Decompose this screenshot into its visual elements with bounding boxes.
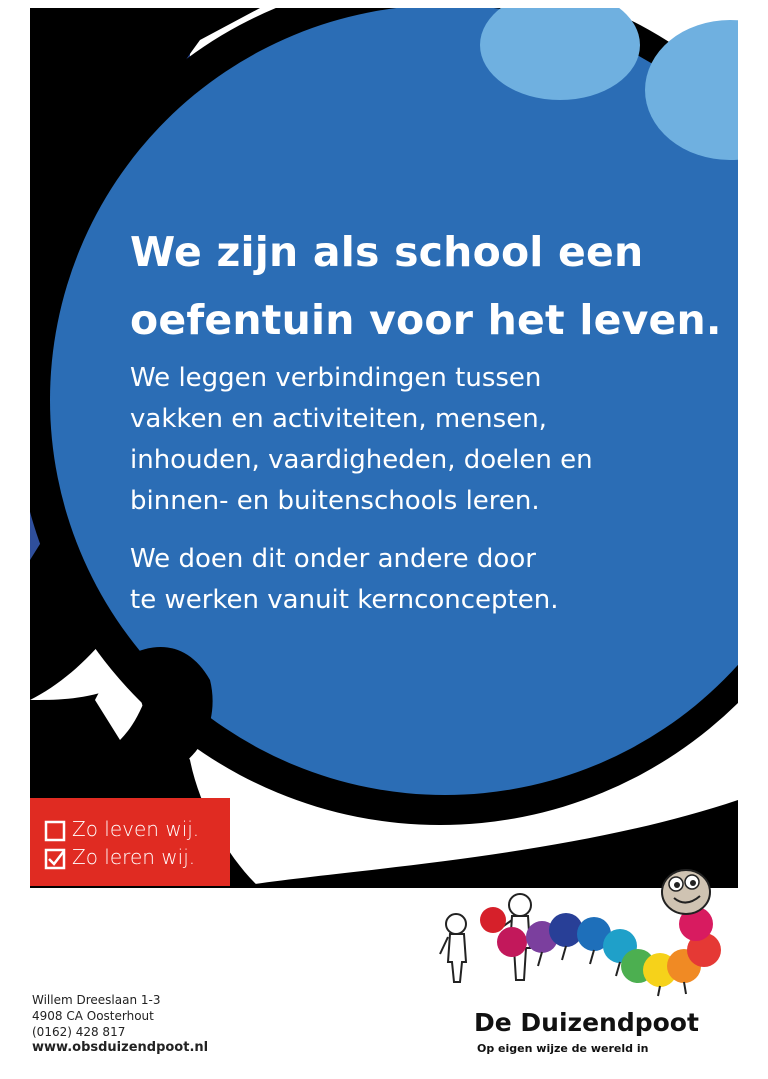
paragraph-1-line-2: vakken en activiteiten, mensen, [130, 404, 547, 434]
paragraph-1-line-1: We leggen verbindingen tussen [130, 363, 542, 393]
motto-item-2-text: Zo leren wij. [72, 845, 196, 869]
paragraph-1-line-4: binnen- en buitenschools leren. [130, 486, 540, 516]
headline [130, 218, 750, 354]
caterpillar-mascot [438, 862, 738, 1002]
paragraph-2-line-1: We doen dit onder andere door [130, 544, 536, 574]
school-address [32, 992, 208, 1056]
paragraph-2-line-2: te werken vanuit kernconcepten. [130, 585, 559, 615]
empty-checkbox-icon [44, 820, 66, 842]
headline-line-2: oefentuin voor het leven. [130, 296, 722, 344]
headline-line-1: We zijn als school een [130, 228, 644, 276]
paragraph-connections [130, 358, 710, 522]
paragraph-core-concepts [130, 539, 710, 621]
brand-tagline: Op eigen wijze de wereld in [477, 1042, 649, 1055]
brand-name: De Duizendpoot [474, 1008, 699, 1037]
motto-badge [30, 798, 230, 886]
checked-checkbox-icon [44, 848, 66, 870]
address-street: Willem Dreeslaan 1-3 [32, 993, 161, 1007]
paragraph-1-line-3: inhouden, vaardigheden, doelen en [130, 445, 593, 475]
address-phone: (0162) 428 817 [32, 1025, 126, 1039]
motto-item-1 [44, 814, 199, 844]
website-link[interactable]: www.obsduizendpoot.nl [32, 1040, 209, 1055]
motto-item-1-text: Zo leven wij. [72, 817, 200, 841]
address-city: 4908 CA Oosterhout [32, 1009, 154, 1023]
motto-item-2 [44, 842, 195, 872]
